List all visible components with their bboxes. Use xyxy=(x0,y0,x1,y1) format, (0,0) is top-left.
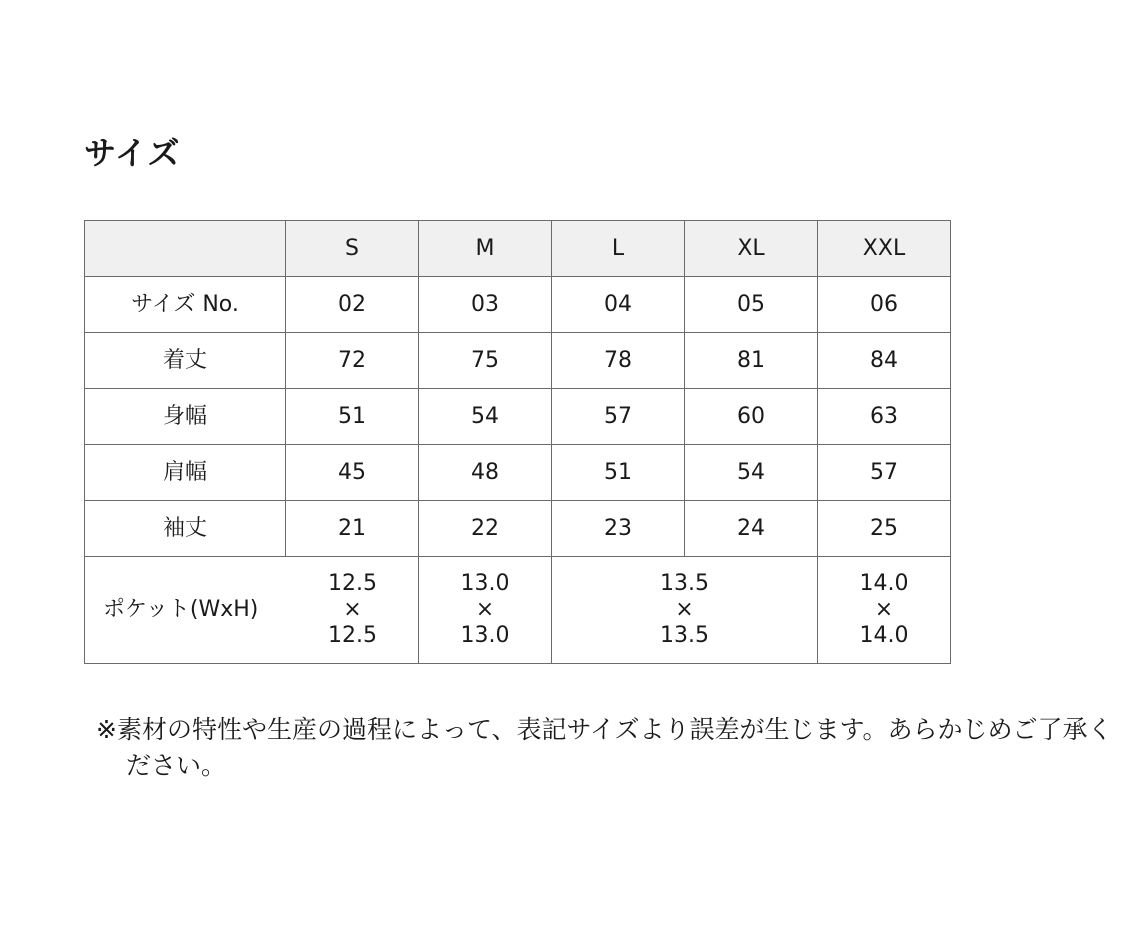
table-row xyxy=(85,501,951,557)
table-cell: 23 xyxy=(552,501,685,557)
pocket-height: 13.5 xyxy=(660,623,709,648)
header-cell-size-xxl: XXL xyxy=(818,221,951,277)
table-cell: 54 xyxy=(685,445,818,501)
table-cell: 51 xyxy=(552,445,685,501)
table-header-row xyxy=(85,221,951,277)
header-cell-size-xl: XL xyxy=(685,221,818,277)
table-cell: 78 xyxy=(552,333,685,389)
header-cell-size-l: L xyxy=(552,221,685,277)
row-label-length: 着丈 xyxy=(85,333,286,389)
pocket-times: × xyxy=(675,597,694,622)
header-cell-size-s: S xyxy=(286,221,419,277)
table-row-pocket xyxy=(85,557,951,664)
size-disclaimer-note: ※素材の特性や生産の過程によって、表記サイズより誤差が生じます。あらかじめご了承ください。 xyxy=(96,715,1113,780)
table-cell: 25 xyxy=(818,501,951,557)
table-cell: 45 xyxy=(286,445,419,501)
table-row xyxy=(85,333,951,389)
pocket-times: × xyxy=(343,597,362,622)
header-cell-empty xyxy=(85,221,286,277)
table-cell: 60 xyxy=(685,389,818,445)
table-row xyxy=(85,277,951,333)
pocket-width: 12.5 xyxy=(328,571,377,596)
pocket-value-s xyxy=(286,571,419,649)
pocket-cell-xxl xyxy=(818,557,951,664)
pocket-width: 13.0 xyxy=(460,571,510,596)
table-cell: 24 xyxy=(685,501,818,557)
header-cell-size-m: M xyxy=(419,221,552,277)
table-cell: 75 xyxy=(419,333,552,389)
pocket-cell-s xyxy=(85,557,419,664)
table-cell: 57 xyxy=(818,445,951,501)
pocket-times: × xyxy=(874,597,894,622)
row-label-sleeve-length: 袖丈 xyxy=(85,501,286,557)
table-cell: 03 xyxy=(419,277,552,333)
pocket-width: 14.0 xyxy=(859,571,909,596)
table-cell: 05 xyxy=(685,277,818,333)
table-cell: 57 xyxy=(552,389,685,445)
table-cell: 48 xyxy=(419,445,552,501)
pocket-height: 14.0 xyxy=(859,623,909,648)
table-cell: 02 xyxy=(286,277,419,333)
table-row xyxy=(85,445,951,501)
pocket-cell-m xyxy=(419,557,552,664)
table-cell: 72 xyxy=(286,333,419,389)
row-label-body-width: 身幅 xyxy=(85,389,286,445)
pocket-width: 13.5 xyxy=(660,571,709,596)
pocket-height: 13.0 xyxy=(460,623,510,648)
table-cell: 63 xyxy=(818,389,951,445)
table-cell: 81 xyxy=(685,333,818,389)
row-label-pocket: ポケット(WxH) xyxy=(103,597,259,622)
row-label-shoulder-width: 肩幅 xyxy=(85,445,286,501)
table-cell: 06 xyxy=(818,277,951,333)
table-cell: 54 xyxy=(419,389,552,445)
table-cell: 51 xyxy=(286,389,419,445)
table-cell: 04 xyxy=(552,277,685,333)
pocket-cell-l-xl xyxy=(552,557,818,664)
table-row xyxy=(85,389,951,445)
table-cell: 22 xyxy=(419,501,552,557)
table-cell: 21 xyxy=(286,501,419,557)
pocket-height: 12.5 xyxy=(328,623,377,648)
row-label-size-no: サイズ No. xyxy=(85,277,286,333)
pocket-times: × xyxy=(475,597,495,622)
size-chart-table xyxy=(84,220,951,664)
page-title: サイズ xyxy=(84,134,181,172)
table-cell: 84 xyxy=(818,333,951,389)
